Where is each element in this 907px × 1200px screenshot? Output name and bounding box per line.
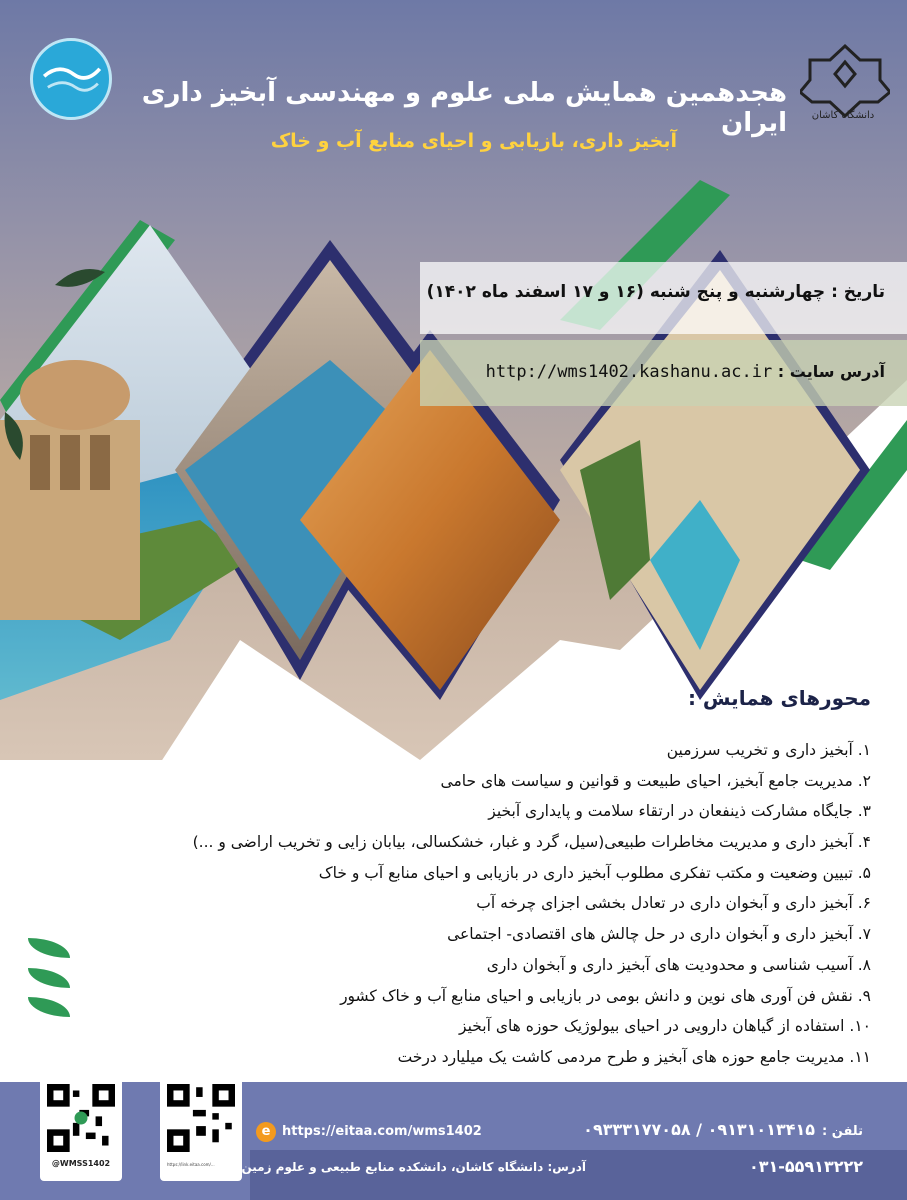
topic-item: ۹. نقش فن آوری های نوین و دانش بومی در بازیابی و احیای منابع آب و خاک کشور (340, 986, 871, 1005)
topic-item: ۷. آبخیز داری و آبخوان داری در حل چالش های اقتصادی- اجتماعی (447, 925, 871, 944)
instagram-qr-card[interactable] (40, 1077, 122, 1181)
website-banner (420, 340, 907, 406)
qr-code-icon (47, 1084, 115, 1152)
eitaa-link[interactable]: https://eitaa.com/wms1402 (282, 1124, 482, 1139)
conference-subtitle: آبخیز داری، بازیابی و احیای منابع آب و خاک (270, 130, 677, 152)
topic-item: ۶. آبخیز داری و آبخوان داری در تعادل بخشی اجزای چرخه آب (476, 894, 871, 913)
qr-link-caption: https://link.eitaa.com/... (167, 1162, 215, 1167)
university-logo-caption: دانشگاه کاشان (811, 110, 875, 121)
website-url[interactable]: http://wms1402.kashanu.ac.ir (485, 362, 773, 382)
topic-item: ۱۱. مدیریت جامع حوزه های آبخیز و طرح مردمی کاشت یک میلیارد درخت (397, 1047, 871, 1066)
watershed-society-logo-icon (30, 38, 112, 120)
topic-item: ۱۰. استفاده از گیاهان دارویی در احیای بیولوژیک حوزه های آبخیز (459, 1017, 871, 1036)
phone-label: تلفن : (822, 1124, 863, 1139)
qr-code-icon (167, 1084, 235, 1152)
topic-item: ۵. تبیین وضعیت و مکتب تفکری مطلوب آبخیز داری در بازیابی و احیای منابع آب و خاک (318, 863, 871, 882)
topic-item: ۲. مدیریت جامع آبخیز، احیای طبیعت و قوانین و سیاست های حامی (440, 771, 871, 790)
date-banner: تاریخ : چهارشنبه و پنج شنبه (۱۶ و ۱۷ اسفند ماه ۱۴۰۲) (420, 262, 907, 334)
kashan-university-logo-icon (800, 40, 890, 120)
website-label: آدرس سایت : (777, 362, 885, 381)
conference-title: هجدهمین همایش ملی علوم و مهندسی آبخیز داری ایران (141, 78, 787, 138)
eitaa-icon: e (256, 1122, 276, 1142)
landline-phone: ۰۳۱-۵۵۹۱۳۲۲۲ (748, 1157, 863, 1176)
topic-item: ۱. آبخیز داری و تخریب سرزمین (666, 741, 871, 759)
topics-heading: محورهای همایش : (687, 686, 871, 710)
topic-item: ۸. آسیب شناسی و محدودیت های آبخیز داری و آبخوان داری (486, 955, 871, 974)
qr-caption: @WMSS1402 (51, 1159, 111, 1168)
topic-item: ۳. جایگاه مشارکت ذینفعان در ارتقاء سلامت و پایداری آبخیز (488, 802, 871, 821)
topic-item: ۴. آبخیز داری و مدیریت مخاطرات طبیعی(سیل، گرد و غبار، خشکسالی، بیابان زایی و تخریب اراضی و ...) (192, 833, 871, 852)
topics-list (31, 735, 871, 1073)
mobile-phones: ۰۹۱۳۱۰۱۳۴۱۵ / ۰۹۳۳۳۱۷۷۰۵۸ (583, 1120, 815, 1139)
address-text: آدرس: دانشگاه کاشان، دانشکده منابع طبیعی و علوم زمین (241, 1160, 586, 1174)
landscape-photo-collage (0, 170, 907, 770)
eitaa-qr-card[interactable] (160, 1077, 242, 1181)
